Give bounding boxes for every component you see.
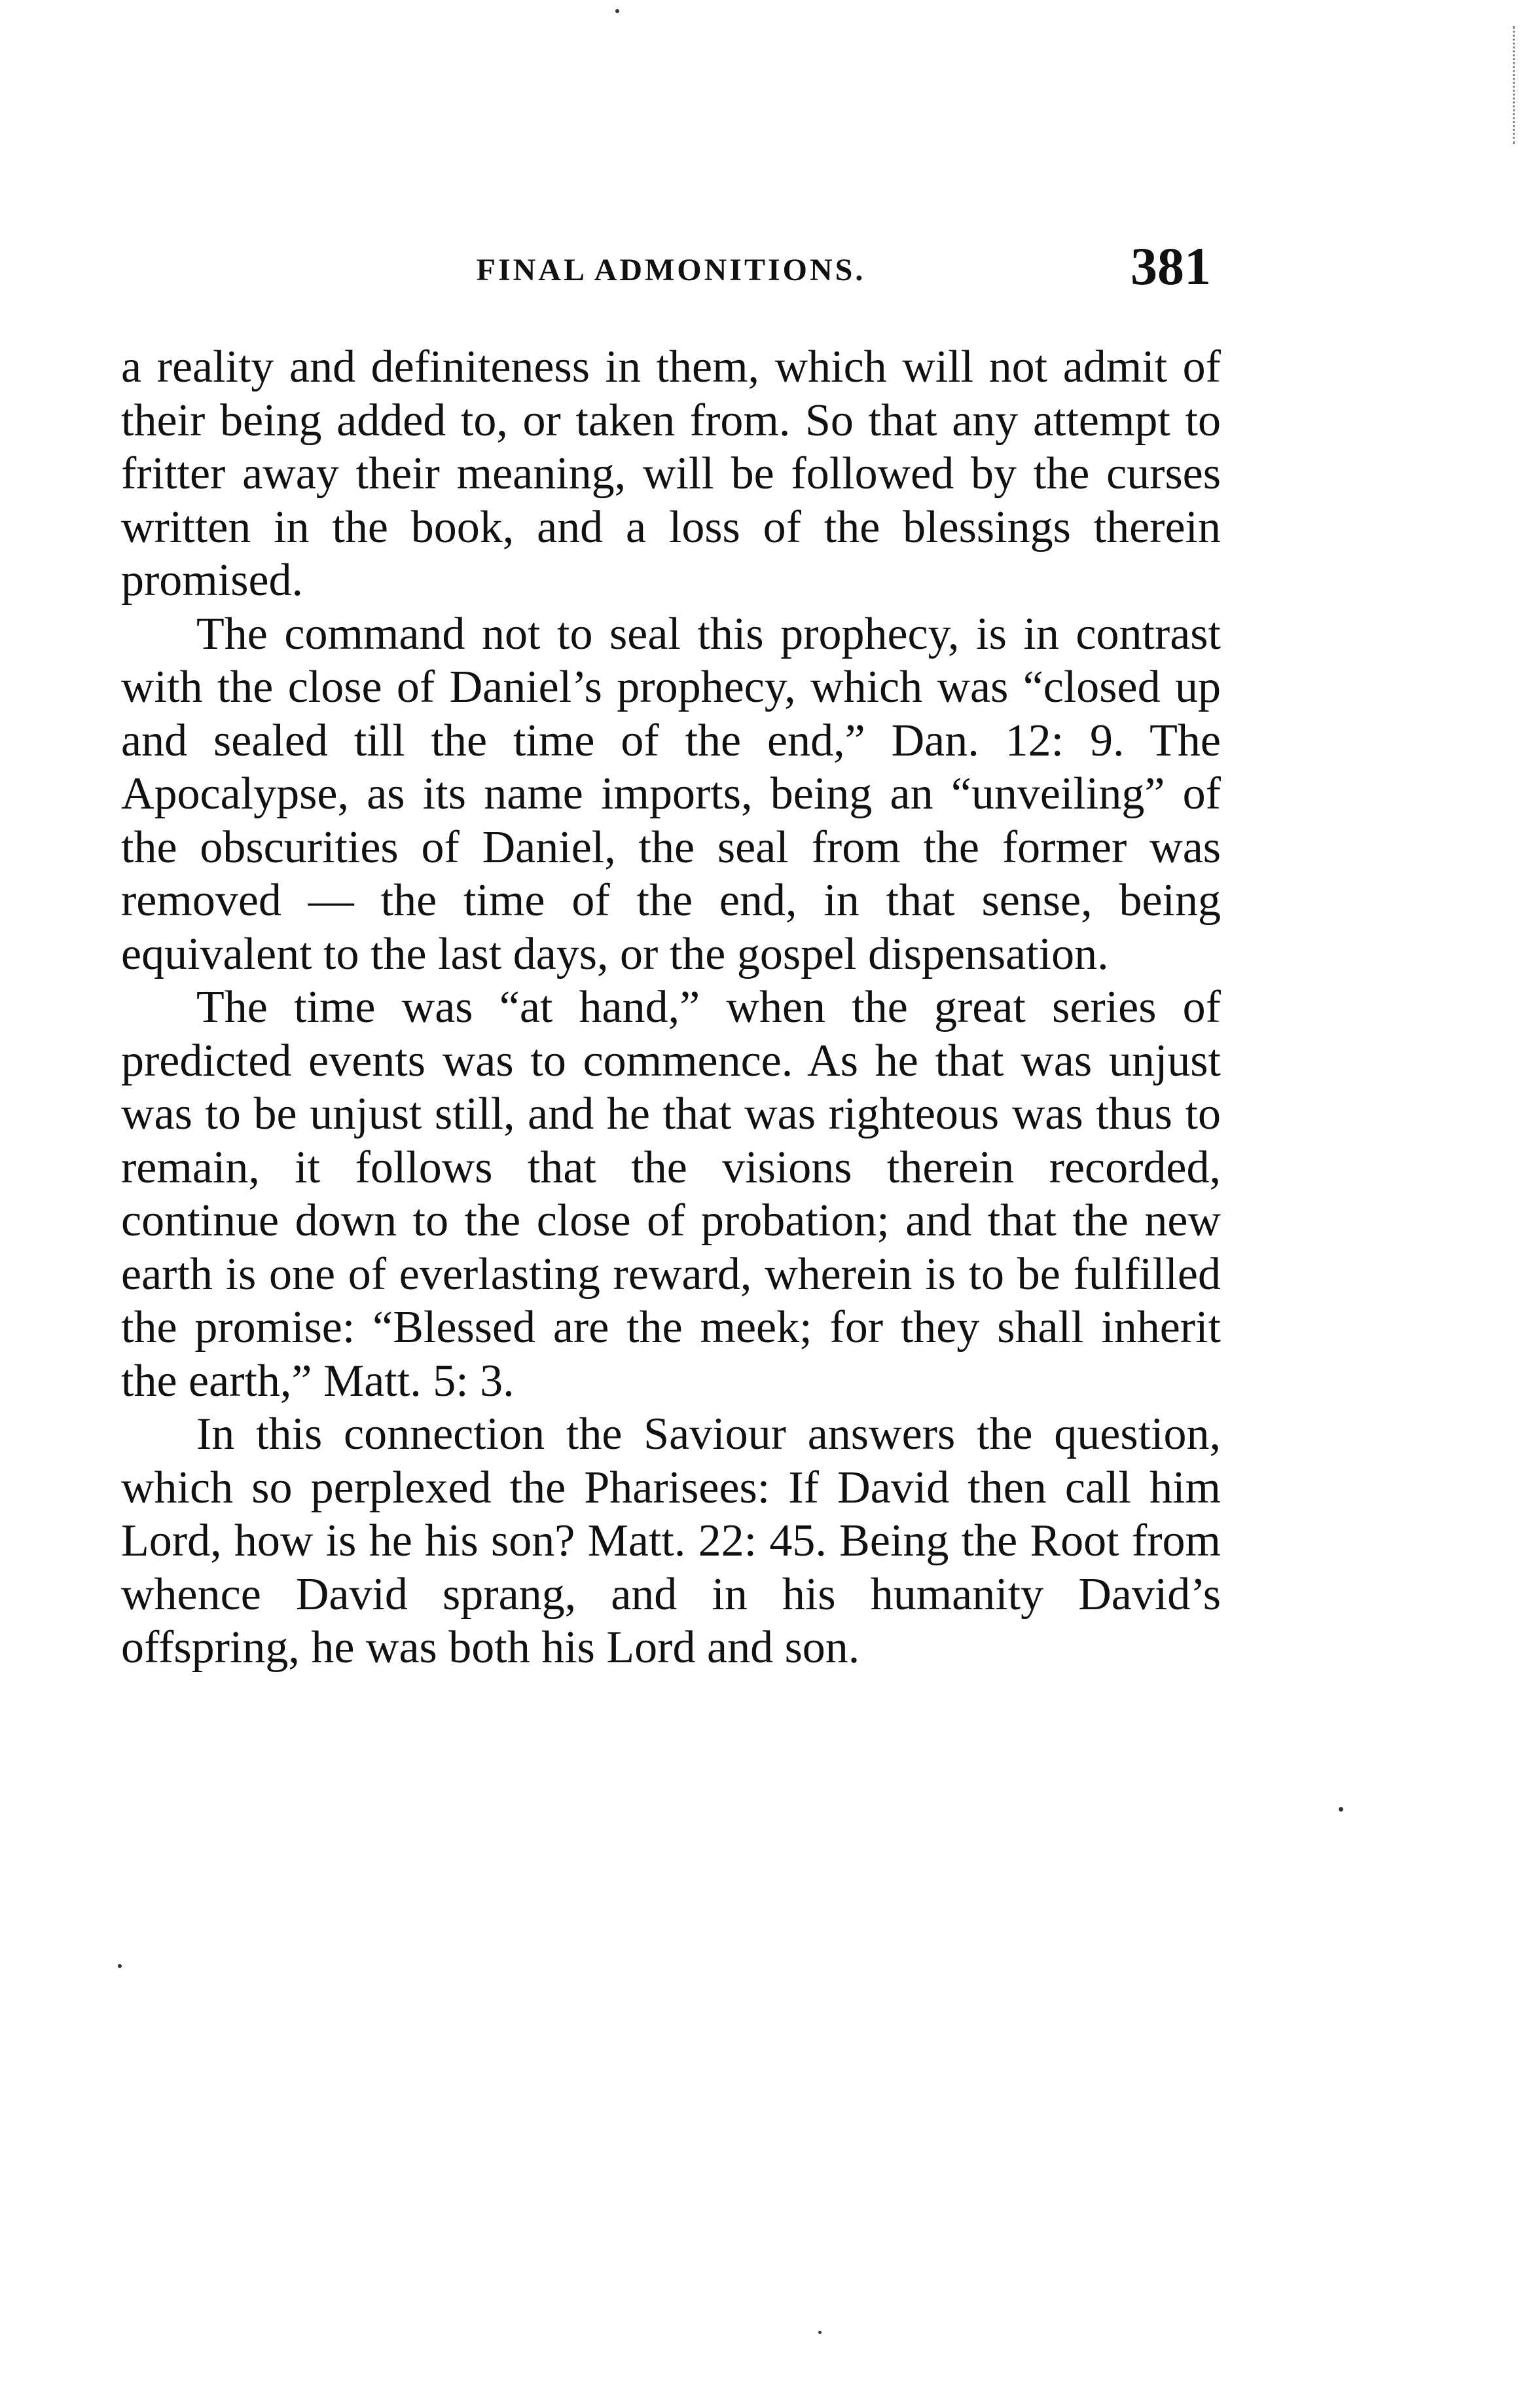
dust-speck [615, 9, 619, 13]
paragraph: The time was “at hand,” when the great series of predicted events was to commence. As he that was unjust was to be unjust still, and he that was righteous was thus to remain, it follows that the visions therein recorded, continue down to the close of probation; and that the new earth is one of everlasting reward, wherein is to be fulfilled the promise: “Blessed are the meek; for they shall inherit the earth,” Matt. 5: 3. [121, 982, 1221, 1406]
dust-speck [818, 2331, 822, 2334]
running-head: FINAL ADMONITIONS. [476, 253, 866, 287]
dust-speck [1339, 1807, 1343, 1812]
paragraph: In this connection the Saviour answers the question, which so perplexed the Pharisees: If David then call him Lord, how is he his son? Matt. 22: 45. Being the Root from whence David sprang, and in his humanity David’s offspring, he was both his Lord and son. [121, 1409, 1221, 1673]
paragraph: The command not to seal this prophecy, is in contrast with the close of Daniel’s prophecy, which was “closed up and sealed till the time of the end,” Dan. 12: 9. The Apocalypse, as its name imports, being an “unveiling” of the obscurities of Daniel, the seal from the former was removed — the time of the end, in that sense, being equivalent to the last days, or the gospel dispensation. [121, 608, 1221, 979]
page-number: 381 [1131, 236, 1211, 296]
body-text [121, 340, 1221, 1675]
margin-ticks [1510, 26, 1515, 144]
page-header [131, 236, 1211, 308]
paragraph: a reality and definiteness in them, which will not admit of their being added to, or taken from. So that any attempt to fritter away their meaning, will be followed by the curses written in the book, and a loss of the blessings therein promised. [121, 342, 1221, 606]
dust-speck [118, 1964, 122, 1968]
